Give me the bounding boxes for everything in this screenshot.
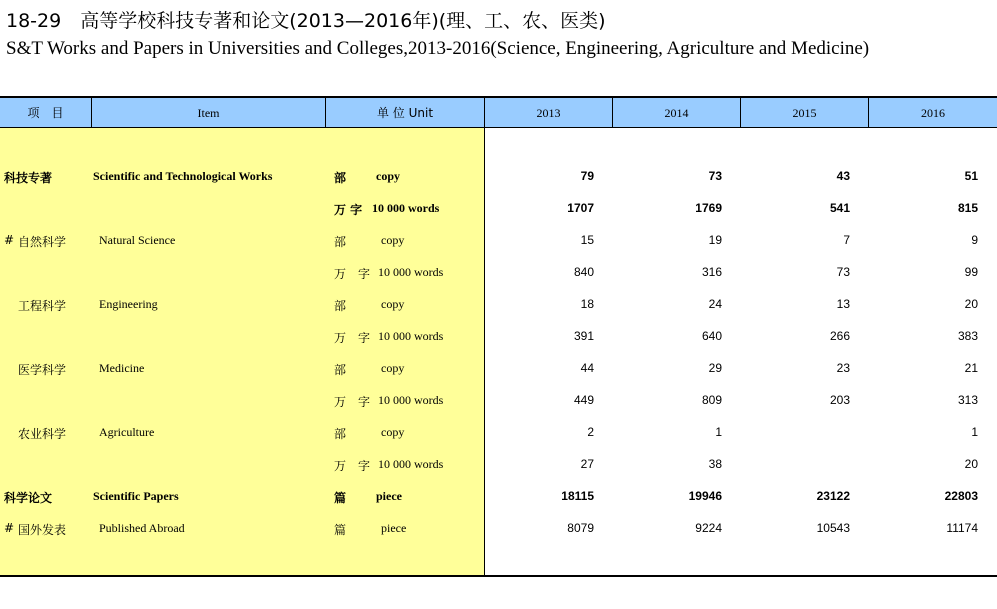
row-unit-cn: 部 xyxy=(334,363,347,377)
row-value-cell: 19946 xyxy=(688,489,722,503)
table-row xyxy=(0,160,997,192)
row-unit-cn: 篇 xyxy=(334,523,347,537)
header-item-en: Item xyxy=(92,98,326,128)
row-value-cell: 10543 xyxy=(816,521,850,535)
row-value-cell: 1 xyxy=(971,425,978,439)
row-label-cn: 自然科学 xyxy=(18,235,67,249)
header-unit: 单 位 Unit xyxy=(326,98,485,128)
row-value-cell: 316 xyxy=(701,265,722,279)
row-value-cell: 391 xyxy=(573,329,594,343)
row-label-cn: 医学科学 xyxy=(18,363,67,377)
row-value-cell: 9 xyxy=(971,233,978,247)
header-year: 2014 xyxy=(613,98,741,128)
row-label-en: Medicine xyxy=(99,361,145,375)
row-value-cell: 23122 xyxy=(816,489,850,503)
row-unit-cn: 万 字 xyxy=(334,395,371,409)
row-value-cell: 640 xyxy=(701,329,722,343)
row-value-cell: 2 xyxy=(587,425,594,439)
row-value-cell: 51 xyxy=(964,169,978,183)
row-value-cell: 9224 xyxy=(695,521,722,535)
row-label-cn: 国外发表 xyxy=(18,523,67,537)
row-unit-en: 10 000 words xyxy=(378,329,444,343)
row-value-cell: 1769 xyxy=(695,201,722,215)
row-unit-cn: 万 字 xyxy=(334,203,363,217)
row-value-cell: 73 xyxy=(708,169,722,183)
row-value-cell: 266 xyxy=(829,329,850,343)
row-unit-cn: 部 xyxy=(334,171,347,185)
table-row xyxy=(0,448,997,480)
row-unit-en: copy xyxy=(381,425,405,439)
row-label-en: Agriculture xyxy=(99,425,155,439)
row-prefix-marker: # xyxy=(4,233,15,247)
row-value-cell: 1 xyxy=(715,425,722,439)
row-value-cell: 21 xyxy=(964,361,978,375)
row-value-cell: 383 xyxy=(957,329,978,343)
row-value-cell: 203 xyxy=(829,393,850,407)
table-row xyxy=(0,512,997,544)
data-table xyxy=(0,96,997,577)
row-unit-en: copy xyxy=(376,169,400,183)
table-header xyxy=(0,96,997,128)
row-value-cell: 20 xyxy=(964,457,978,471)
row-value-cell: 29 xyxy=(708,361,722,375)
row-unit-cn: 部 xyxy=(334,299,347,313)
table-bottom-rule xyxy=(0,575,997,577)
table-row xyxy=(0,288,997,320)
row-unit-en: 10 000 words xyxy=(372,201,440,215)
table-row xyxy=(0,256,997,288)
row-value-cell: 27 xyxy=(580,457,594,471)
row-unit-en: 10 000 words xyxy=(378,393,444,407)
row-value-cell: 43 xyxy=(836,169,850,183)
row-unit-en: piece xyxy=(376,489,402,503)
row-unit-en: 10 000 words xyxy=(378,265,444,279)
table-row xyxy=(0,384,997,416)
row-unit-cn: 万 字 xyxy=(334,459,371,473)
row-value-cell: 79 xyxy=(580,169,594,183)
row-value-cell: 18115 xyxy=(561,489,594,503)
row-label-cn: 农业科学 xyxy=(18,427,67,441)
row-value-cell: 840 xyxy=(573,265,594,279)
row-value-cell: 13 xyxy=(836,297,850,311)
row-value-cell: 38 xyxy=(708,457,722,471)
row-unit-cn: 部 xyxy=(334,427,347,441)
row-unit-en: copy xyxy=(381,361,405,375)
row-value-cell: 22803 xyxy=(944,489,978,503)
row-value-cell: 20 xyxy=(964,297,978,311)
row-unit-cn: 万 字 xyxy=(334,331,371,345)
row-label-cn: 科技专著 xyxy=(4,171,53,185)
row-value-cell: 809 xyxy=(701,393,722,407)
row-value-cell: 1707 xyxy=(567,201,594,215)
row-unit-en: copy xyxy=(381,233,405,247)
row-label-cn: 科学论文 xyxy=(4,491,53,505)
row-label-en: Scientific and Technological Works xyxy=(93,169,273,183)
page-subtitle: S&T Works and Papers in Universities and Colleges,2013-2016(Science, Engineering, Agriculture and Medicine) xyxy=(6,38,870,59)
row-value-cell: 15 xyxy=(580,233,594,247)
row-unit-en: copy xyxy=(381,297,405,311)
table-row xyxy=(0,480,997,512)
row-label-en: Engineering xyxy=(99,297,158,311)
page-title: 18-29 高等学校科技专著和论文(2013—2016年)(理、工、农、医类) xyxy=(6,10,606,32)
row-value-cell: 541 xyxy=(829,201,850,215)
row-value-cell: 449 xyxy=(573,393,594,407)
row-value-cell: 11174 xyxy=(946,521,978,535)
row-value-cell: 313 xyxy=(957,393,978,407)
row-value-cell: 7 xyxy=(843,233,850,247)
row-value-cell: 23 xyxy=(836,361,850,375)
row-value-cell: 18 xyxy=(580,297,594,311)
row-value-cell: 815 xyxy=(957,201,978,215)
table-row xyxy=(0,320,997,352)
row-value-cell: 44 xyxy=(580,361,594,375)
row-value-cell: 99 xyxy=(964,265,978,279)
row-label-en: Published Abroad xyxy=(99,521,185,535)
row-unit-en: piece xyxy=(381,521,407,535)
row-label-en: Natural Science xyxy=(99,233,176,247)
header-item-cn: 项 目 xyxy=(0,98,92,128)
row-prefix-marker: # xyxy=(4,521,15,535)
header-year: 2016 xyxy=(921,106,945,120)
header-year: 2015 xyxy=(741,98,869,128)
row-unit-cn: 篇 xyxy=(334,491,347,505)
table-row xyxy=(0,224,997,256)
row-value-cell: 73 xyxy=(836,265,850,279)
row-unit-cn: 部 xyxy=(334,235,347,249)
table-row xyxy=(0,192,997,224)
row-value-cell: 24 xyxy=(708,297,722,311)
table-row xyxy=(0,352,997,384)
table-row xyxy=(0,416,997,448)
row-value-cell: 8079 xyxy=(567,521,594,535)
row-label-cn: 工程科学 xyxy=(18,299,67,313)
row-unit-cn: 万 字 xyxy=(334,267,371,281)
row-label-en: Scientific Papers xyxy=(93,489,179,503)
header-year: 2013 xyxy=(485,98,613,128)
row-unit-en: 10 000 words xyxy=(378,457,444,471)
row-value-cell: 19 xyxy=(708,233,722,247)
